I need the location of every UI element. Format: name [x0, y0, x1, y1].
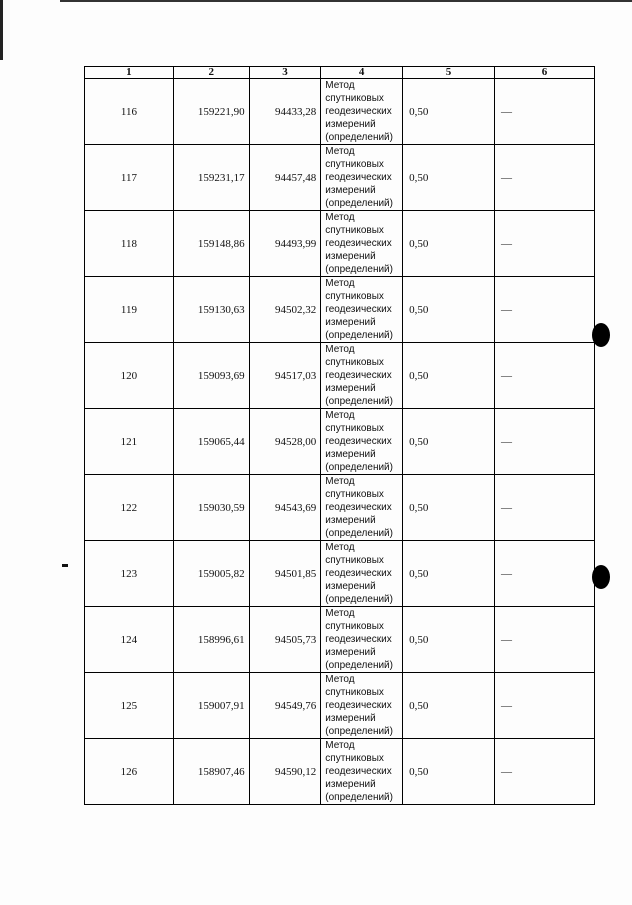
coord-x-cell: 159005,82: [173, 541, 249, 607]
coord-x-cell: 159065,44: [173, 409, 249, 475]
method-line: геодезических: [325, 370, 392, 381]
method-line: измерений: [325, 647, 376, 658]
point-number-cell: 125: [85, 673, 174, 739]
method-line: Метод: [325, 542, 355, 553]
method-line: Метод: [325, 80, 355, 91]
table-row: [85, 145, 595, 211]
method-line: геодезических: [325, 568, 392, 579]
note-cell: —: [494, 409, 594, 475]
method-line: измерений: [325, 119, 376, 130]
method-line: Метод: [325, 674, 355, 685]
coord-x-cell: 158996,61: [173, 607, 249, 673]
method-line: Метод: [325, 344, 355, 355]
point-number-cell: 117: [85, 145, 174, 211]
method-line: геодезических: [325, 106, 392, 117]
note-cell: —: [494, 739, 594, 805]
accuracy-cell: 0,50: [403, 211, 495, 277]
method-cell: [321, 739, 403, 805]
scan-speck: [62, 564, 68, 567]
scan-edge-left: [0, 0, 3, 60]
table-header-row: [85, 67, 595, 79]
coord-y-cell: 94502,32: [249, 277, 321, 343]
point-number-cell: 116: [85, 79, 174, 145]
method-cell: [321, 277, 403, 343]
point-number-cell: 126: [85, 739, 174, 805]
method-line: спутниковых: [325, 753, 384, 764]
accuracy-cell: 0,50: [403, 607, 495, 673]
accuracy-cell: 0,50: [403, 673, 495, 739]
method-line: измерений: [325, 779, 376, 790]
method-line: спутниковых: [325, 357, 384, 368]
method-line: Метод: [325, 146, 355, 157]
method-cell: [321, 607, 403, 673]
method-line: геодезических: [325, 766, 392, 777]
coord-y-cell: 94517,03: [249, 343, 321, 409]
accuracy-cell: 0,50: [403, 541, 495, 607]
method-line: спутниковых: [325, 225, 384, 236]
method-line: (определений): [325, 792, 393, 803]
accuracy-cell: 0,50: [403, 739, 495, 805]
note-cell: —: [494, 211, 594, 277]
method-line: геодезических: [325, 172, 392, 183]
coord-y-cell: 94543,69: [249, 475, 321, 541]
note-cell: —: [494, 475, 594, 541]
method-line: измерений: [325, 317, 376, 328]
method-line: (определений): [325, 528, 393, 539]
header-col-4: 4: [321, 67, 403, 79]
point-number-cell: 121: [85, 409, 174, 475]
method-line: геодезических: [325, 700, 392, 711]
method-line: спутниковых: [325, 555, 384, 566]
accuracy-cell: 0,50: [403, 409, 495, 475]
method-line: спутниковых: [325, 489, 384, 500]
method-line: измерений: [325, 449, 376, 460]
note-cell: —: [494, 541, 594, 607]
method-line: геодезических: [325, 436, 392, 447]
coordinates-table: [84, 66, 595, 805]
coord-y-cell: 94457,48: [249, 145, 321, 211]
method-line: (определений): [325, 132, 393, 143]
coord-y-cell: 94590,12: [249, 739, 321, 805]
table-row: [85, 277, 595, 343]
table-row: [85, 79, 595, 145]
note-cell: —: [494, 607, 594, 673]
method-line: геодезических: [325, 634, 392, 645]
coord-y-cell: 94433,28: [249, 79, 321, 145]
method-line: (определений): [325, 198, 393, 209]
point-number-cell: 122: [85, 475, 174, 541]
point-number-cell: 120: [85, 343, 174, 409]
coord-x-cell: 159030,59: [173, 475, 249, 541]
coord-y-cell: 94528,00: [249, 409, 321, 475]
table-row: [85, 343, 595, 409]
coord-x-cell: 159221,90: [173, 79, 249, 145]
coord-y-cell: 94501,85: [249, 541, 321, 607]
method-line: спутниковых: [325, 423, 384, 434]
header-col-2: 2: [173, 67, 249, 79]
method-line: геодезических: [325, 238, 392, 249]
point-number-cell: 124: [85, 607, 174, 673]
table-row: [85, 541, 595, 607]
coord-x-cell: 158907,46: [173, 739, 249, 805]
point-number-cell: 119: [85, 277, 174, 343]
method-cell: [321, 79, 403, 145]
method-line: геодезических: [325, 502, 392, 513]
header-col-5: 5: [403, 67, 495, 79]
method-line: Метод: [325, 278, 355, 289]
method-line: (определений): [325, 330, 393, 341]
coord-x-cell: 159130,63: [173, 277, 249, 343]
method-line: (определений): [325, 660, 393, 671]
header-col-1: 1: [85, 67, 174, 79]
method-cell: [321, 475, 403, 541]
accuracy-cell: 0,50: [403, 79, 495, 145]
point-number-cell: 118: [85, 211, 174, 277]
method-cell: [321, 343, 403, 409]
accuracy-cell: 0,50: [403, 145, 495, 211]
method-line: измерений: [325, 185, 376, 196]
scan-edge-top: [60, 0, 632, 2]
accuracy-cell: 0,50: [403, 277, 495, 343]
table-row: [85, 607, 595, 673]
method-cell: [321, 541, 403, 607]
method-line: геодезических: [325, 304, 392, 315]
method-line: Метод: [325, 608, 355, 619]
coord-y-cell: 94505,73: [249, 607, 321, 673]
header-col-6: 6: [494, 67, 594, 79]
table-row: [85, 211, 595, 277]
table-body: [85, 79, 595, 805]
method-line: (определений): [325, 264, 393, 275]
method-line: Метод: [325, 212, 355, 223]
method-line: измерений: [325, 383, 376, 394]
method-line: (определений): [325, 726, 393, 737]
method-line: Метод: [325, 740, 355, 751]
note-cell: —: [494, 343, 594, 409]
method-line: измерений: [325, 251, 376, 262]
method-cell: [321, 409, 403, 475]
method-line: измерений: [325, 515, 376, 526]
table-row: [85, 739, 595, 805]
point-number-cell: 123: [85, 541, 174, 607]
table-row: [85, 673, 595, 739]
method-line: Метод: [325, 476, 355, 487]
method-line: измерений: [325, 713, 376, 724]
coord-x-cell: 159231,17: [173, 145, 249, 211]
coord-y-cell: 94493,99: [249, 211, 321, 277]
coord-x-cell: 159007,91: [173, 673, 249, 739]
method-cell: [321, 673, 403, 739]
method-line: (определений): [325, 594, 393, 605]
coord-y-cell: 94549,76: [249, 673, 321, 739]
accuracy-cell: 0,50: [403, 343, 495, 409]
table-row: [85, 475, 595, 541]
note-cell: —: [494, 145, 594, 211]
method-line: (определений): [325, 462, 393, 473]
coord-x-cell: 159148,86: [173, 211, 249, 277]
method-cell: [321, 145, 403, 211]
method-line: измерений: [325, 581, 376, 592]
accuracy-cell: 0,50: [403, 475, 495, 541]
method-cell: [321, 211, 403, 277]
note-cell: —: [494, 673, 594, 739]
method-line: спутниковых: [325, 687, 384, 698]
method-line: спутниковых: [325, 621, 384, 632]
method-line: спутниковых: [325, 291, 384, 302]
coord-x-cell: 159093,69: [173, 343, 249, 409]
header-col-3: 3: [249, 67, 321, 79]
method-line: спутниковых: [325, 159, 384, 170]
note-cell: —: [494, 277, 594, 343]
table-row: [85, 409, 595, 475]
note-cell: —: [494, 79, 594, 145]
method-line: спутниковых: [325, 93, 384, 104]
method-line: Метод: [325, 410, 355, 421]
method-line: (определений): [325, 396, 393, 407]
